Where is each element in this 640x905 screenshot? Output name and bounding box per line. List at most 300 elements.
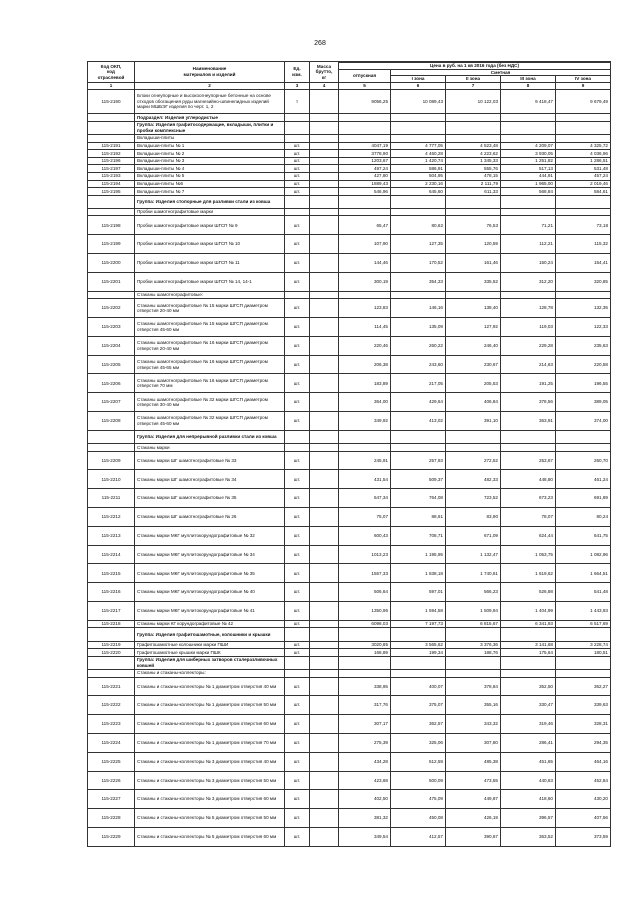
cell-unit: шт.	[285, 641, 310, 649]
cell-zone-1-price: 7 197,73	[391, 620, 446, 628]
cell-release-price: 107,90	[339, 235, 391, 254]
cell-unit: шт.	[285, 272, 310, 291]
cell-release-price: 1889,43	[339, 180, 391, 188]
table-row	[88, 134, 611, 142]
header-release: отпускная	[339, 69, 391, 82]
cell-unit: шт.	[285, 336, 310, 355]
cell-code	[88, 208, 135, 216]
cell-zone-2-price	[446, 208, 501, 216]
cell-zone-4-price	[556, 656, 611, 669]
cell-mass	[310, 564, 339, 583]
table-row	[88, 790, 611, 809]
table-row	[88, 771, 611, 790]
cell-zone-3-price: 3 930,05	[501, 150, 556, 158]
col-number: 1	[88, 82, 135, 89]
cell-zone-4-price: 4 325,72	[556, 142, 611, 150]
cell-release-price	[339, 444, 391, 452]
cell-release-price: 3020,85	[339, 641, 391, 649]
cell-release-price: 1013,23	[339, 545, 391, 564]
cell-name: Вкладыши-плиты № 5	[135, 172, 285, 180]
cell-zone-2-price: 138,40	[446, 299, 501, 318]
cell-zone-3-price: 673,23	[501, 489, 556, 508]
cell-mass	[310, 827, 339, 846]
header-zone-1: I зона	[391, 76, 446, 83]
cell-mass	[310, 114, 339, 122]
cell-zone-3-price: 78,07	[501, 508, 556, 527]
cell-zone-2-price	[446, 430, 501, 443]
cell-zone-2-price: 10 122,03	[446, 89, 501, 113]
cell-code: 115-2200	[88, 254, 135, 273]
table-row	[88, 489, 611, 508]
cell-zone-1-price: 450,08	[391, 809, 446, 828]
cell-mass	[310, 602, 339, 621]
table-row	[88, 508, 611, 527]
cell-release-price: 183,89	[339, 374, 391, 393]
col-number: 8	[501, 82, 556, 89]
cell-zone-3-price: 1 404,99	[501, 602, 556, 621]
cell-zone-1-price: 3 565,62	[391, 641, 446, 649]
cell-zone-2-price	[446, 444, 501, 452]
cell-zone-1-price: 500,09	[391, 771, 446, 790]
cell-release-price	[339, 628, 391, 641]
cell-zone-4-price: 373,59	[556, 827, 611, 846]
cell-name: Стаканы марки ШГ шамотнографитовые № 35	[135, 489, 285, 508]
cell-release-price: 434,28	[339, 752, 391, 771]
cell-release-price: 402,50	[339, 790, 391, 809]
cell-mass	[310, 809, 339, 828]
cell-zone-4-price: 294,35	[556, 733, 611, 752]
table-row	[88, 451, 611, 470]
table-row	[88, 235, 611, 254]
cell-mass	[310, 583, 339, 602]
cell-code: 115-2219	[88, 641, 135, 649]
cell-release-price: 338,95	[339, 677, 391, 696]
cell-name: Стаканы шамотнографитовые № 15 марки ШГСП диаметром отверстия 45-60 мм	[135, 318, 285, 337]
cell-unit	[285, 114, 310, 122]
cell-zone-4-price: 584,61	[556, 188, 611, 196]
cell-name: Стаканы марки МКГ муллитокорундографитовые № 41	[135, 602, 285, 621]
cell-zone-4-price: 1 286,51	[556, 157, 611, 165]
cell-unit: шт.	[285, 827, 310, 846]
cell-zone-1-price: 257,93	[391, 451, 446, 470]
cell-code: 115-2194	[88, 180, 135, 188]
table-row	[88, 564, 611, 583]
cell-mass	[310, 641, 339, 649]
cell-zone-4-price: 374,00	[556, 412, 611, 431]
cell-code: 115-2223	[88, 715, 135, 734]
cell-release-price: 144,46	[339, 254, 391, 273]
cell-code: 115-2210	[88, 470, 135, 489]
cell-zone-1-price: 413,02	[391, 412, 446, 431]
cell-zone-2-price: 1 345,33	[446, 157, 501, 165]
cell-zone-4-price: 320,85	[556, 272, 611, 291]
cell-zone-4-price	[556, 114, 611, 122]
cell-unit: шт.	[285, 180, 310, 188]
cell-zone-3-price: 4 209,07	[501, 142, 556, 150]
cell-release-price: 600,43	[339, 526, 391, 545]
cell-zone-3-price: 1 251,82	[501, 157, 556, 165]
cell-mass	[310, 134, 339, 142]
table-row	[88, 188, 611, 196]
cell-name: Стаканы и стаканы-коллекторы № 5 диаметром отверстия 50 мм	[135, 809, 285, 828]
cell-zone-4-price: 641,75	[556, 526, 611, 545]
cell-zone-4-price: 328,31	[556, 715, 611, 734]
cell-zone-1-price: 1 195,95	[391, 545, 446, 564]
cell-release-price: 1203,67	[339, 157, 391, 165]
cell-zone-4-price: 464,16	[556, 752, 611, 771]
cell-release-price: 300,19	[339, 272, 391, 291]
cell-code: 115-2198	[88, 216, 135, 235]
cell-mass	[310, 669, 339, 677]
cell-zone-2-price: 161,46	[446, 254, 501, 273]
cell-zone-1-price: 1 838,18	[391, 564, 446, 583]
cell-zone-2-price: 307,80	[446, 733, 501, 752]
header-estimate: Сметная	[391, 69, 611, 76]
cell-code: 115-2214	[88, 545, 135, 564]
cell-unit: шт.	[285, 564, 310, 583]
cell-unit: шт.	[285, 412, 310, 431]
cell-unit: шт.	[285, 809, 310, 828]
cell-zone-4-price: 389,05	[556, 393, 611, 412]
cell-zone-1-price	[391, 444, 446, 452]
cell-zone-1-price: 170,52	[391, 254, 446, 273]
cell-name: Группа: Изделия графитосодержащие, вкладыши, плитки и пробки комплексные	[135, 121, 285, 134]
cell-zone-1-price	[391, 291, 446, 299]
cell-zone-1-price: 586,91	[391, 165, 446, 173]
cell-zone-2-price: 6 815,67	[446, 620, 501, 628]
cell-zone-3-price	[501, 134, 556, 142]
cell-mass	[310, 715, 339, 734]
cell-unit: шт.	[285, 150, 310, 158]
cell-mass	[310, 150, 339, 158]
cell-release-price	[339, 134, 391, 142]
cell-release-price: 427,80	[339, 172, 391, 180]
cell-release-price	[339, 669, 391, 677]
cell-code: 115-2218	[88, 620, 135, 628]
cell-mass	[310, 771, 339, 790]
cell-name: Вкладыши-плиты	[135, 134, 285, 142]
cell-zone-4-price: 4 036,96	[556, 150, 611, 158]
cell-zone-4-price: 180,51	[556, 649, 611, 657]
table-row	[88, 393, 611, 412]
cell-zone-4-price	[556, 195, 611, 208]
cell-zone-1-price: 325,06	[391, 733, 446, 752]
cell-zone-1-price: 412,57	[391, 827, 446, 846]
cell-code: 115-2226	[88, 771, 135, 790]
cell-unit: шт.	[285, 165, 310, 173]
cell-code: 115-2217	[88, 602, 135, 621]
table-row	[88, 641, 611, 649]
cell-zone-3-price	[501, 628, 556, 641]
cell-unit	[285, 195, 310, 208]
cell-mass	[310, 272, 339, 291]
cell-unit	[285, 430, 310, 443]
cell-zone-3-price: 1 053,75	[501, 545, 556, 564]
cell-name: Стаканы марки ШГ шамотнографитовые № 26	[135, 508, 285, 527]
cell-code	[88, 195, 135, 208]
cell-mass	[310, 157, 339, 165]
cell-code: 115-2203	[88, 318, 135, 337]
cell-zone-1-price	[391, 208, 446, 216]
cell-zone-1-price	[391, 669, 446, 677]
cell-release-price: 123,83	[339, 299, 391, 318]
cell-name: Стаканы марки ШГ шамотнографитовые № 34	[135, 470, 285, 489]
cell-release-price: 220,46	[339, 336, 391, 355]
cell-mass	[310, 235, 339, 254]
cell-code: 115-2202	[88, 299, 135, 318]
cell-unit: шт.	[285, 649, 310, 657]
header-mass-line: кг	[321, 74, 327, 80]
cell-mass	[310, 733, 339, 752]
cell-code: 115-2211	[88, 489, 135, 508]
cell-unit	[285, 656, 310, 669]
cell-mass	[310, 412, 339, 431]
cell-release-price: 1350,96	[339, 602, 391, 621]
cell-zone-4-price: 2 019,46	[556, 180, 611, 188]
cell-zone-2-price: 473,55	[446, 771, 501, 790]
cell-zone-3-price: 396,57	[501, 809, 556, 828]
cell-zone-4-price: 9 679,49	[556, 89, 611, 113]
cell-name: Стаканы и стаканы-коллекторы № 5 диаметром отверстия 60 мм	[135, 827, 285, 846]
table-row	[88, 669, 611, 677]
cell-zone-3-price: 517,13	[501, 165, 556, 173]
group-heading-row	[88, 430, 611, 443]
cell-zone-2-price: 76,53	[446, 216, 501, 235]
cell-zone-1-price: 645,60	[391, 188, 446, 196]
cell-name: Подраздел: Изделия углеродистые	[135, 114, 285, 122]
cell-mass	[310, 299, 339, 318]
cell-name: Стаканы марки	[135, 444, 285, 452]
cell-mass	[310, 165, 339, 173]
cell-unit: шт.	[285, 771, 310, 790]
cell-zone-3-price: 9 418,47	[501, 89, 556, 113]
cell-zone-2-price	[446, 291, 501, 299]
cell-zone-2-price: 272,52	[446, 451, 501, 470]
cell-unit: шт.	[285, 790, 310, 809]
cell-name: Группа: Изделия стопорные для разливки стали из ковша	[135, 195, 285, 208]
cell-zone-3-price: 363,52	[501, 827, 556, 846]
cell-code: 115-2191	[88, 142, 135, 150]
cell-code: 115-2221	[88, 677, 135, 696]
cell-release-price: 349,92	[339, 412, 391, 431]
cell-mass	[310, 696, 339, 715]
cell-unit	[285, 669, 310, 677]
cell-zone-1-price: 708,71	[391, 526, 446, 545]
cell-unit: шт.	[285, 733, 310, 752]
cell-zone-2-price: 611,33	[446, 188, 501, 196]
cell-name: Стаканы шамотнографитовые № 15 марки ШГСП диаметром отверстия 20-40 мм	[135, 299, 285, 318]
cell-zone-2-price: 120,59	[446, 235, 501, 254]
cell-zone-2-price	[446, 121, 501, 134]
col-number: 4	[310, 82, 339, 89]
cell-mass	[310, 430, 339, 443]
cell-zone-1-price: 4 460,28	[391, 150, 446, 158]
cell-name: Вкладыши-плиты № 3	[135, 157, 285, 165]
cell-zone-3-price: 128,78	[501, 299, 556, 318]
cell-zone-4-price: 115,32	[556, 235, 611, 254]
cell-release-price: 307,17	[339, 715, 391, 734]
cell-zone-1-price: 509,37	[391, 470, 446, 489]
cell-zone-1-price: 1 420,74	[391, 157, 446, 165]
cell-mass	[310, 508, 339, 527]
column-number-row	[88, 82, 611, 89]
cell-zone-4-price: 452,84	[556, 771, 611, 790]
cell-zone-2-price: 482,33	[446, 470, 501, 489]
cell-unit	[285, 208, 310, 216]
cell-unit: шт.	[285, 677, 310, 696]
cell-zone-2-price: 355,16	[446, 696, 501, 715]
cell-mass	[310, 545, 339, 564]
cell-mass	[310, 451, 339, 470]
cell-code: 115-2224	[88, 733, 135, 752]
group-heading-row	[88, 628, 611, 641]
cell-unit	[285, 121, 310, 134]
cell-name: Стаканы и стаканы-коллекторы № 3 диаметром отверстия 40 мм	[135, 752, 285, 771]
table-row	[88, 620, 611, 628]
price-table	[87, 61, 611, 847]
table-row	[88, 142, 611, 150]
header-mass	[310, 62, 339, 83]
header-code-line: код	[107, 69, 115, 75]
cell-zone-4-price: 3 228,74	[556, 641, 611, 649]
cell-unit: шт.	[285, 157, 310, 165]
cell-unit: шт.	[285, 318, 310, 337]
cell-zone-3-price	[501, 121, 556, 134]
group-heading-row	[88, 121, 611, 134]
cell-zone-2-price	[446, 628, 501, 641]
cell-release-price	[339, 195, 391, 208]
cell-zone-1-price: 354,33	[391, 272, 446, 291]
cell-code: 115-2193	[88, 172, 135, 180]
cell-zone-2-price: 426,19	[446, 809, 501, 828]
header-unit	[285, 62, 310, 83]
cell-code: 115-2225	[88, 752, 135, 771]
cell-unit: шт.	[285, 172, 310, 180]
cell-zone-4-price: 531,48	[556, 165, 611, 173]
table-row	[88, 299, 611, 318]
cell-zone-2-price: 555,76	[446, 165, 501, 173]
cell-zone-2-price: 335,52	[446, 272, 501, 291]
cell-zone-1-price	[391, 114, 446, 122]
table-row	[88, 602, 611, 621]
cell-mass	[310, 752, 339, 771]
table-row	[88, 696, 611, 715]
cell-code	[88, 121, 135, 134]
cell-code: 115-2197	[88, 165, 135, 173]
cell-release-price: 497,24	[339, 165, 391, 173]
cell-zone-2-price	[446, 134, 501, 142]
cell-zone-3-price: 568,84	[501, 188, 556, 196]
cell-zone-3-price	[501, 114, 556, 122]
cell-zone-4-price: 235,63	[556, 336, 611, 355]
cell-zone-4-price: 122,33	[556, 318, 611, 337]
cell-name: Стаканы марки МКГ муллитокорундографитовые № 32	[135, 526, 285, 545]
cell-unit: шт.	[285, 451, 310, 470]
cell-zone-2-price: 3 376,36	[446, 641, 501, 649]
cell-code	[88, 134, 135, 142]
table-row	[88, 165, 611, 173]
cell-unit: шт.	[285, 715, 310, 734]
cell-release-price: 206,38	[339, 355, 391, 374]
cell-name: Пробки шамотнографитовые марки ШГСП № 11	[135, 254, 285, 273]
table-row	[88, 208, 611, 216]
table-row	[88, 583, 611, 602]
cell-name: Стаканы шамотнографитовые № 16 марки ШГСП диаметром отверстия 45-65 мм	[135, 355, 285, 374]
cell-release-price: 75,07	[339, 508, 391, 527]
cell-zone-1-price: 475,09	[391, 790, 446, 809]
cell-release-price: 423,68	[339, 771, 391, 790]
cell-unit	[285, 628, 310, 641]
cell-zone-3-price: 1 965,00	[501, 180, 556, 188]
table-row	[88, 412, 611, 431]
cell-zone-1-price: 260,22	[391, 336, 446, 355]
table-row	[88, 470, 611, 489]
cell-zone-3-price: 3 141,68	[501, 641, 556, 649]
table-row	[88, 374, 611, 393]
cell-zone-4-price: 132,35	[556, 299, 611, 318]
table-row	[88, 336, 611, 355]
cell-zone-1-price: 429,64	[391, 393, 446, 412]
cell-zone-2-price: 1 740,61	[446, 564, 501, 583]
table-row	[88, 318, 611, 337]
cell-mass	[310, 470, 339, 489]
cell-release-price: 546,96	[339, 188, 391, 196]
cell-zone-3-price	[501, 444, 556, 452]
cell-zone-2-price: 566,23	[446, 583, 501, 602]
cell-zone-2-price: 205,53	[446, 374, 501, 393]
group-heading-row	[88, 656, 611, 669]
cell-release-price: 245,91	[339, 451, 391, 470]
cell-name: Стаканы шамотнографитовые № 16 марки ШГСП диаметром отверстия 20-40 мм	[135, 336, 285, 355]
cell-name: Вкладыши-плиты №6	[135, 180, 285, 188]
cell-mass	[310, 291, 339, 299]
cell-zone-1-price: 88,61	[391, 508, 446, 527]
table-row	[88, 444, 611, 452]
cell-name: Вкладыши-плиты № 4	[135, 165, 285, 173]
cell-zone-2-price: 127,92	[446, 318, 501, 337]
table-row	[88, 272, 611, 291]
header-code-line: Код ОКП,	[100, 63, 122, 69]
cell-code	[88, 656, 135, 669]
cell-zone-4-price: 1 443,93	[556, 602, 611, 621]
cell-name: Графитошамотные крышки марки ПШК	[135, 649, 285, 657]
header-unit-line: изм.	[292, 71, 302, 77]
cell-unit: шт.	[285, 526, 310, 545]
cell-code: 115-2212	[88, 508, 135, 527]
cell-zone-1-price	[391, 134, 446, 142]
cell-name: Пробки шамотнографитовые марки	[135, 208, 285, 216]
cell-zone-2-price: 83,90	[446, 508, 501, 527]
col-number: 9	[556, 82, 611, 89]
cell-zone-2-price	[446, 656, 501, 669]
cell-zone-1-price	[391, 121, 446, 134]
cell-unit: шт.	[285, 545, 310, 564]
cell-zone-1-price: 80,62	[391, 216, 446, 235]
cell-zone-3-price: 330,47	[501, 696, 556, 715]
page-number: 268	[314, 40, 326, 47]
cell-zone-1-price: 243,60	[391, 355, 446, 374]
cell-zone-1-price: 127,35	[391, 235, 446, 254]
cell-release-price: 168,89	[339, 649, 391, 657]
cell-release-price: 3778,90	[339, 150, 391, 158]
cell-zone-4-price: 196,55	[556, 374, 611, 393]
cell-code: 115-2209	[88, 451, 135, 470]
cell-zone-3-price: 352,50	[501, 677, 556, 696]
cell-unit: шт.	[285, 602, 310, 621]
cell-mass	[310, 188, 339, 196]
cell-zone-1-price	[391, 656, 446, 669]
cell-name: Вкладыши-плиты № 7	[135, 188, 285, 196]
